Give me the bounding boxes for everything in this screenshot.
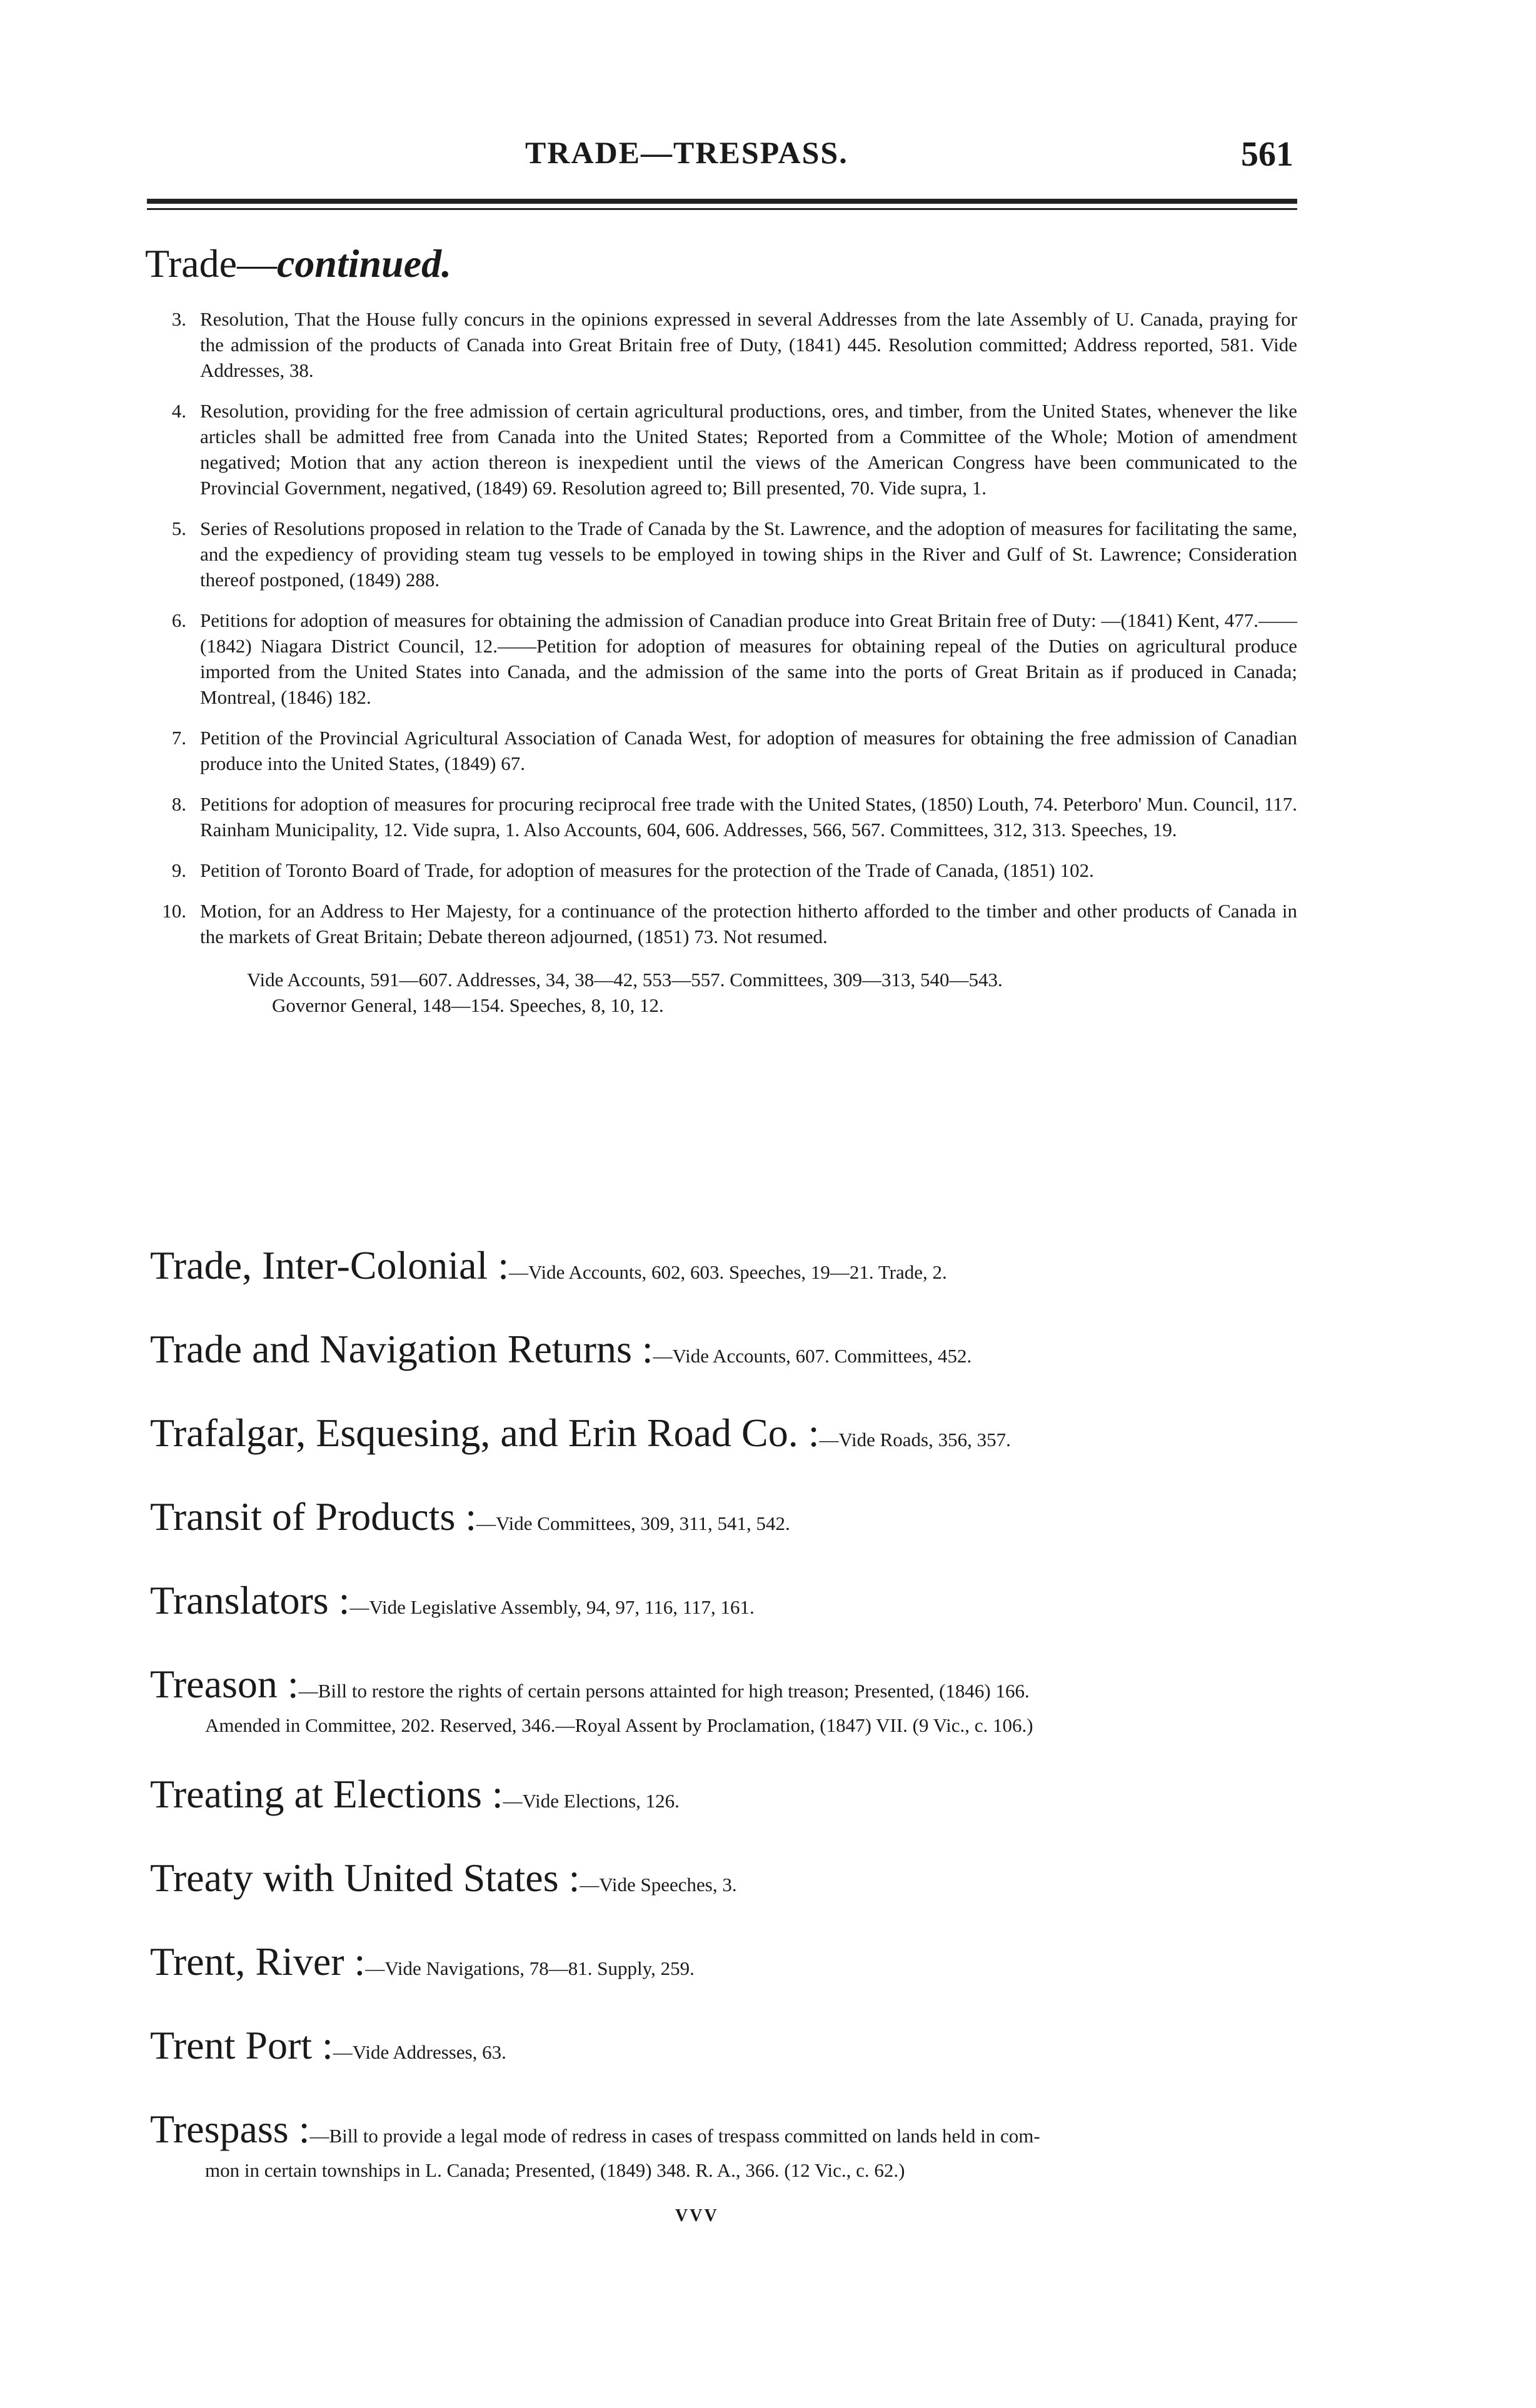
entry-text: Motion, for an Address to Her Majesty, for a continuance of the protection hitherto afforded to the timber and other products of Canada in the markets of Great Britain; Debate thereon adjourned, (1851) 73. Not resumed. [200,900,1297,947]
headword-title: Treason : [150,1662,299,1706]
entry-text: Series of Resolutions proposed in relation to the Trade of Canada by the St. Lawrence, and the adoption of measures for facilitating the same, and the expediency of providing steam tug vessels to be employed in towing ships in the River and Gulf of St. Lawrence; Consideration thereof postponed, (1849) 288. [200,517,1297,591]
entry-number: 3. [171,308,186,330]
entry-number: 5. [171,517,186,539]
headword-entry [150,1850,1300,1906]
headword-reference: —Vide Accounts, 602, 603. Speeches, 19—21. Trade, 2. [509,1261,947,1283]
headword-reference: —Bill to restore the rights of certain persons attainted for high treason; Presented, (1846) 166. [298,1680,1030,1702]
entry-text: Petitions for adoption of measures for obtaining the admission of Canadian produce into Great Britain free of Duty: —(1841) Kent, 477.——(1842) Niagara District Council, 12.——Petition for adoption of measures for obtaining repeal of the Duties on agricultural produce imported from the United States into Canada, and the admission of the same into the ports of Great Britain as if produced in Canada; Montreal, (1846) 182. [200,609,1297,708]
entry-number: 10. [162,900,186,922]
headword-reference: —Vide Legislative Assembly, 94, 97, 116, 117, 161. [349,1596,755,1618]
entry-text: Petition of Toronto Board of Trade, for adoption of measures for the protection of the Trade of Canada, (1851) 102. [200,859,1094,881]
vide-line: Vide Accounts, 591—607. Addresses, 34, 38—42, 553—557. Committees, 309—313, 540—543. [247,969,1003,991]
entry-number: 6. [171,609,186,631]
header-rule-thick [147,199,1297,204]
entry [106,516,1297,592]
headword-entry [150,1237,1300,1294]
headword-title: Trent, River : [150,1939,366,1984]
headword-entry [150,1405,1300,1461]
headword-reference: —Vide Elections, 126. [503,1790,680,1812]
headword-reference: —Vide Committees, 309, 311, 541, 542. [476,1512,790,1534]
headword-continuation: mon in certain townships in L. Canada; Presented, (1849) 348. R. A., 366. (12 Vic., c. 62.) [205,2159,905,2181]
headword-title: Transit of Products : [150,1494,477,1539]
headword-reference: —Vide Roads, 356, 357. [819,1429,1011,1451]
vide-references [247,967,1291,1018]
entry-number: 8. [171,793,186,815]
headword-entry [150,1766,1300,1822]
entry [106,898,1297,949]
section-heading-italic: continued. [276,241,452,286]
page-number: 561 [1241,135,1293,174]
headword-title: Trespass : [150,2107,310,2151]
entry-text: Resolution, providing for the free admission of certain agricultural productions, ores, and timber, from the United States, whenever the like articles shall be admitted free from Canada into the United States; Reported from a Committee of the Whole; Motion of amendment negatived; Motion that any action thereon is inexpedient until the views of the American Congress have been communicated to the Provincial Government, negatived, (1849) 69. Resolution agreed to; Bill presented, 70. Vide supra, 1. [200,400,1297,499]
section-heading-text: Trade— [145,241,277,286]
running-head [0,134,1536,178]
headword-continuation: Amended in Committee, 202. Reserved, 346.—Royal Assent by Proclamation, (1847) VII. (9 Vic., c. 106.) [205,1714,1033,1736]
entry-list [106,306,1297,1018]
entry [106,398,1297,501]
headword-list [150,1237,1300,2211]
headword-reference: —Vide Accounts, 607. Committees, 452. [653,1345,972,1367]
entry [106,306,1297,383]
headword-title: Trafalgar, Esquesing, and Erin Road Co. : [150,1411,820,1455]
signature-mark: VVV [675,2206,719,2226]
entry [106,725,1297,776]
headword-title: Treating at Elections : [150,1772,503,1816]
entry [106,791,1297,842]
entry [106,857,1297,883]
vide-line: Governor General, 148—154. Speeches, 8, 10, 12. [272,994,664,1016]
entry-text: Resolution, That the House fully concurs in the opinions expressed in several Addresses from the late Assembly of U. Canada, praying for the admission of the products of Canada into Great Britain free of Duty, (1841) 445. Resolution committed; Address reported, 581. Vide Addresses, 38. [200,308,1297,381]
headword-entry [150,1572,1300,1629]
headword-entry [150,1934,1300,1990]
running-title: TRADE—TRESPASS. [525,135,848,170]
headword-title: Translators : [150,1578,350,1622]
entry [106,607,1297,710]
entry-text: Petitions for adoption of measures for procuring reciprocal free trade with the United States, (1850) Louth, 74. Peterboro' Mun. Council, 117. Rainham Municipality, 12. Vide supra, 1. Also Accounts, 604, 606. Addresses, 566, 567. Committees, 312, 313. Speeches, 19. [200,793,1297,841]
entry-number: 9. [171,859,186,881]
headword-reference: —Vide Addresses, 63. [333,2041,506,2063]
headword-reference: —Bill to provide a legal mode of redress in cases of trespass committed on lands held in com- [309,2125,1040,2147]
headword-entry [150,2101,1300,2184]
headword-entry [150,2017,1300,2074]
entry-number: 4. [171,400,186,422]
headword-title: Treaty with United States : [150,1856,580,1900]
headword-reference: —Vide Speeches, 3. [580,1874,737,1896]
headword-title: Trade, Inter-Colonial : [150,1243,509,1287]
headword-entry [150,1489,1300,1545]
headword-entry [150,1321,1300,1377]
headword-title: Trade and Navigation Returns : [150,1327,653,1371]
headword-reference: —Vide Navigations, 78—81. Supply, 259. [365,1957,695,1979]
entry-number: 7. [171,727,186,749]
section-heading [145,241,451,287]
entry-text: Petition of the Provincial Agricultural Association of Canada West, for adoption of measures for obtaining the free admission of Canadian produce into the United States, (1849) 67. [200,727,1297,774]
header-rule-thin [147,208,1297,210]
headword-entry [150,1656,1300,1739]
headword-title: Trent Port : [150,2023,333,2067]
